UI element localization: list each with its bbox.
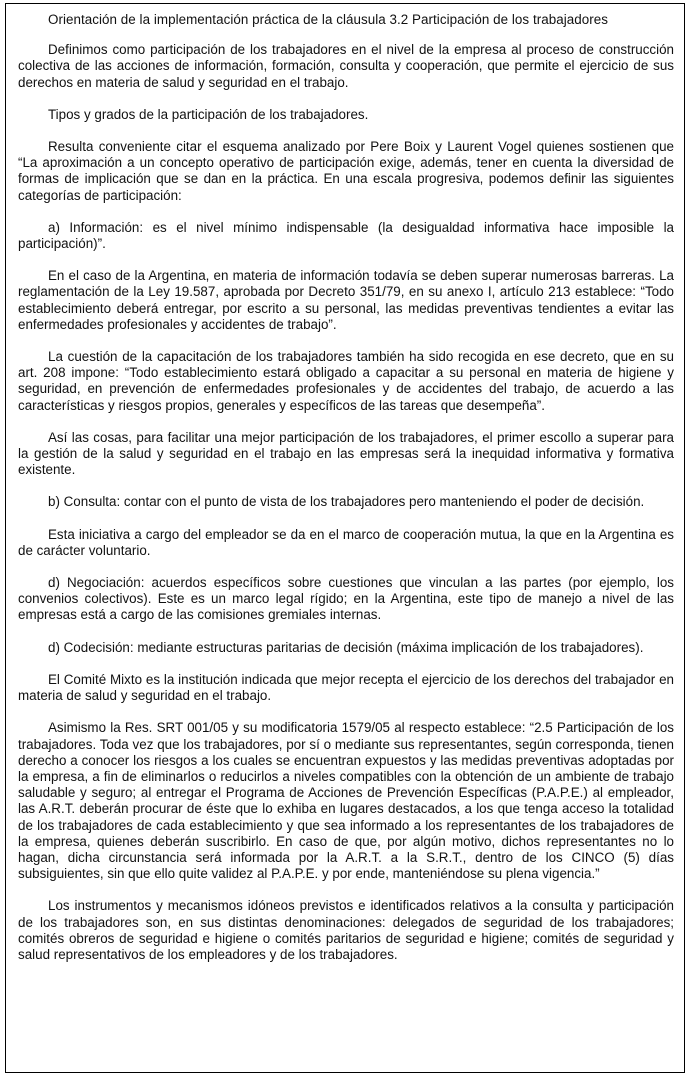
paragraph-argentina-informacion: En el caso de la Argentina, en materia de información todavía se deben superar numerosas barreras. La reglamentación de la Ley 19.587, aprobada por Decreto 351/79, en su anexo I, artículo 213 establece: “Todo establecimiento deberá entregar, por escrito a su personal, las medidas preventivas tendientes a evitar las enfermedades profesionales y accidentes de trabajo”. xyxy=(18,268,674,332)
paragraph-escollo: Así las cosas, para facilitar una mejor participación de los trabajadores, el primer escollo a superar para la gestión de la salud y seguridad en el trabajo en las empresas será la inequidad informativa y formativa existente. xyxy=(18,429,674,478)
paragraph-comite-mixto: El Comité Mixto es la institución indicada que mejor recepta el ejercicio de los derechos del trabajador en materia de salud y seguridad en el trabajo. xyxy=(18,671,674,704)
document-title: Orientación de la implementación práctica de la cláusula 3.2 Participación de los trabajadores xyxy=(48,12,608,27)
paragraph-capacitacion: La cuestión de la capacitación de los trabajadores también ha sido recogida en ese decreto, que en su art. 208 impone: “Todo establecimiento estará obligado a capacitar a su personal en materia de higiene y seguridad, en prevención de enfermedades profesionales y de accidentes del trabajo, de acuerdo a las características y riesgos propios, generales y específicos de las tareas que desempeña”. xyxy=(18,349,674,413)
paragraph-instrumentos: Los instrumentos y mecanismos idóneos previstos e identificados relativos a la consulta y participación de los trabajadores son, en sus distintas denominaciones: delegados de seguridad de los trabajadores; comités obreros de seguridad e higiene o comités paritarios de seguridad e higiene; comités de seguridad y salud representativos de los empleadores y de los trabajadores. xyxy=(18,898,674,962)
paragraph-res-srt: Asimismo la Res. SRT 001/05 y su modificatoria 1579/05 al respecto establece: “2.5 Participación de los trabajadores. Toda vez que los trabajadores, por sí o mediante sus representantes, según corresponda, tienen derecho a conocer los riesgos a los cuales se encuentran expuestos y las medidas preventivas adoptadas por la empresa, a fin de eliminarlos o reducirlos a niveles compatibles con la obtención de un ambiente de trabajo saludable y seguro; al entregar el Programa de Acciones de Prevención Específicas (P.A.P.E.) al empleador, las A.R.T. deberán procurar de éste que lo exhiba en lugares destacados, a los que tenga acceso la totalidad de los trabajadores de cada establecimiento y que sea informado a los representantes de los trabajadores de la empresa, quienes deberán suscribirlo. En caso de que, por algún motivo, dichos representantes no lo hagan, dicha circunstancia será informada por la A.R.T. a la S.R.T., dentro de los CINCO (5) días subsiguientes, sin que ello quite validez al P.A.P.E. y por ende, manteniéndose su plena vigencia.” xyxy=(18,720,674,882)
paragraph-negociacion: d) Negociación: acuerdos específicos sobre cuestiones que vinculan a las partes (por ejemplo, los convenios colectivos). Este es un marco legal rígido; en la Argentina, este tipo de manejo a nivel de las empresas está a cargo de las comisiones gremiales internas. xyxy=(18,575,674,623)
paragraph-boix-vogel: Resulta conveniente citar el esquema analizado por Pere Boix y Laurent Vogel quienes sostienen que “La aproximación a un concepto operativo de participación exige, además, tener en cuenta la diversidad de formas de implicación que se dan en la práctica. En una escala progresiva, podemos definir las siguientes categorías de participación: xyxy=(18,139,674,203)
paragraph-codecision: d) Codecisión: mediante estructuras paritarias de decisión (máxima implicación de los trabajadores). xyxy=(48,639,644,655)
paragraph-cooperacion: Esta iniciativa a cargo del empleador se da en el marco de cooperación mutua, la que en la Argentina es de carácter voluntario. xyxy=(18,526,674,558)
paragraph-informacion: a) Información: es el nivel mínimo indispensable (la desigualdad informativa hace imposible la participación)”. xyxy=(18,219,674,252)
paragraph-definition: Definimos como participación de los trabajadores en el nivel de la empresa al proceso de construcción colectiva de las acciones de información, formación, consulta y cooperación, que permite el ejercicio de sus derechos en materia de salud y seguridad en el trabajo. xyxy=(18,42,674,90)
paragraph-consulta: b) Consulta: contar con el punto de vista de los trabajadores pero manteniendo el poder de decisión. xyxy=(48,494,645,510)
bordered-text-box xyxy=(5,3,685,1073)
paragraph-types-heading: Tipos y grados de la participación de los trabajadores. xyxy=(48,106,369,122)
